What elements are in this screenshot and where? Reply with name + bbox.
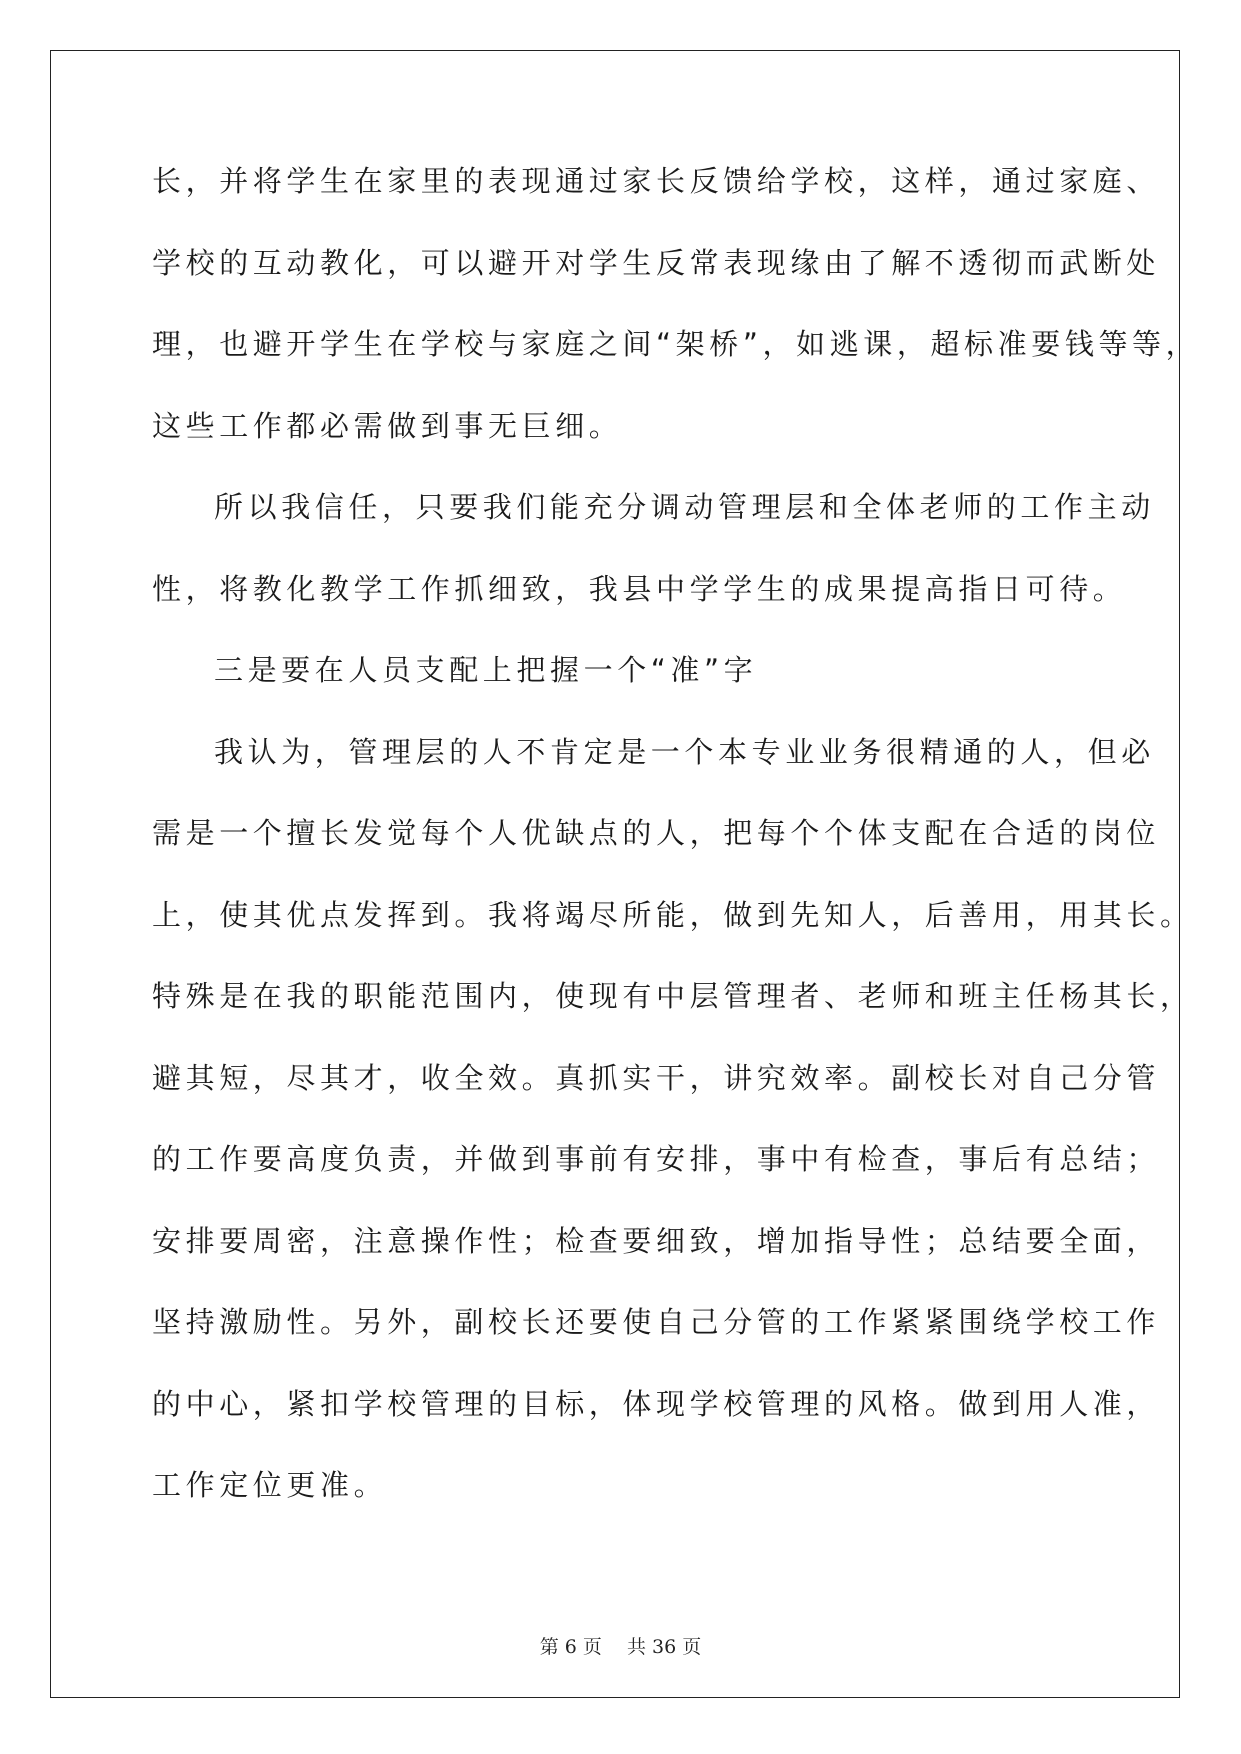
- text-line: 需是一个擅长发觉每个人优缺点的人，把每个个体支配在合适的岗位: [152, 816, 1161, 850]
- text-line: 理，也避开学生在学校与家庭之间“架桥”，如逃课，超标准要钱等等，: [152, 327, 1200, 361]
- text-line: 安排要周密，注意操作性；检查要细致，增加指导性；总结要全面，: [152, 1223, 1161, 1258]
- body-text: [152, 164, 1200, 1550]
- text-line: 我认为，管理层的人不肯定是一个本专业业务很精通的人，但必: [214, 734, 1155, 769]
- text-line: 性，将教化教学工作抓细致，我县中学学生的成果提高指日可待。: [152, 571, 1127, 606]
- text-line: 的工作要高度负责，并做到事前有安排，事中有检查，事后有总结；: [152, 1142, 1161, 1176]
- text-line: 工作定位更准。: [152, 1468, 388, 1502]
- text-line: 这些工作都必需做到事无巨细。: [152, 408, 623, 443]
- text-line: 的中心，紧扣学校管理的目标，体现学校管理的风格。做到用人准，: [152, 1386, 1161, 1421]
- text-line: 上，使其优点发挥到。我将竭尽所能，做到先知人，后善用，用其长。: [152, 897, 1194, 932]
- text-line: 坚持激励性。另外，副校长还要使自己分管的工作紧紧围绕学校工作: [152, 1305, 1161, 1339]
- page-footer: 第 6 页 共 36 页: [539, 1636, 702, 1658]
- text-line: 三是要在人员支配上把握一个“准”字: [214, 653, 758, 687]
- text-line: 特殊是在我的职能范围内，使现有中层管理者、老师和班主任杨其长，: [152, 979, 1194, 1013]
- text-line: 长，并将学生在家里的表现通过家长反馈给学校，这样，通过家庭、: [152, 164, 1161, 198]
- text-line: 学校的互动教化，可以避开对学生反常表现缘由了解不透彻而武断处: [152, 245, 1161, 280]
- text-line: 所以我信任，只要我们能充分调动管理层和全体老师的工作主动: [214, 490, 1155, 524]
- text-line: 避其短，尽其才，收全效。真抓实干，讲究效率。副校长对自己分管: [152, 1060, 1161, 1095]
